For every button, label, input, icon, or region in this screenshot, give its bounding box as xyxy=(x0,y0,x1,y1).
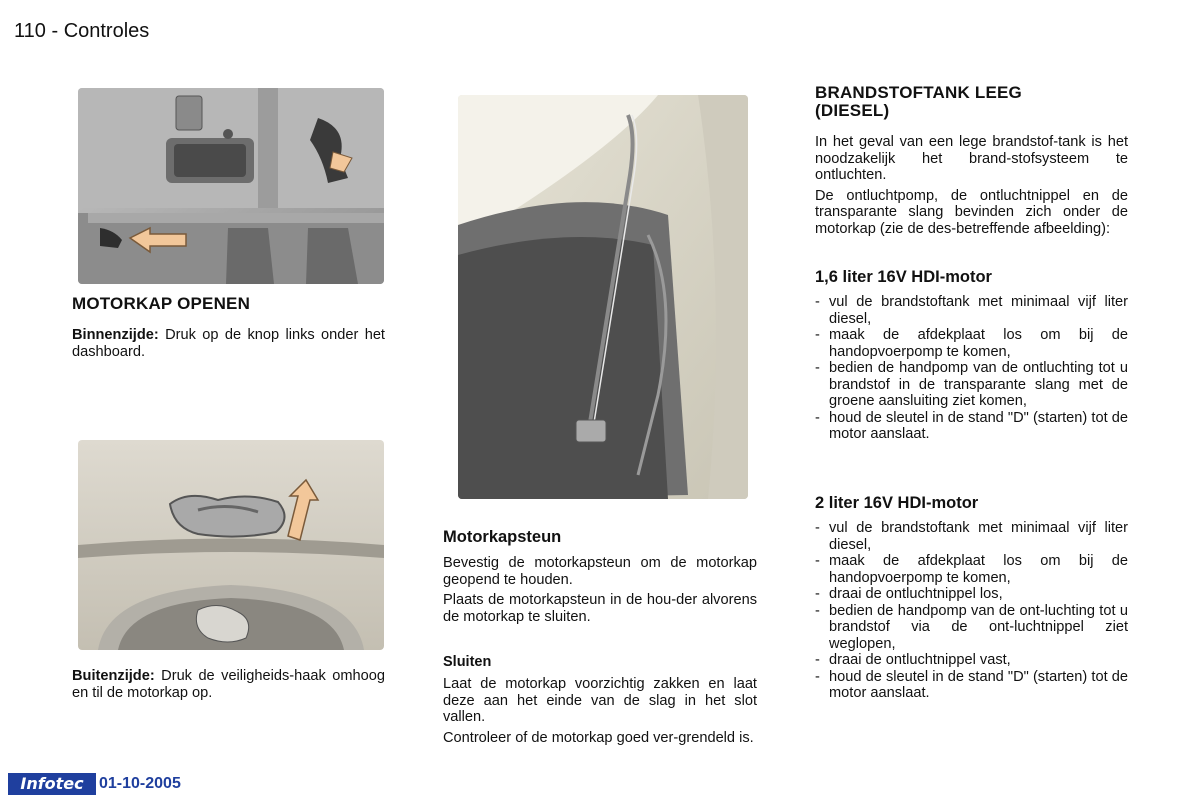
hood-open-title: MOTORKAP OPENEN xyxy=(72,294,251,313)
list-item: - vul de brandstoftank met minimaal vijf liter diesel, xyxy=(815,520,1128,553)
list-item: - bedien de handpomp van de ontluchting tot u brandstof in de transparante slang met de groene aansluiting ziet komen, xyxy=(815,360,1128,410)
page-number: 110 xyxy=(14,20,46,42)
grille-safety-catch-illustration xyxy=(78,440,384,650)
inside-instruction xyxy=(72,327,385,360)
infotec-logo: Infotec xyxy=(8,773,96,795)
outside-label: Buitenzijde: xyxy=(72,668,155,684)
engine1-title: 1,6 liter 16V HDI-motor xyxy=(815,268,992,286)
outside-text: Druk de veiligheids-haak omhoog en til de motorkap op. xyxy=(72,668,385,701)
list-item: - bedien de handpomp van de ont-luchting tot u brandstof via de ont-luchtnippel ziet weglopen, xyxy=(815,603,1128,653)
list-item: - houd de sleutel in de stand "D" (starten) tot de motor aanslaat. xyxy=(815,410,1128,443)
close-paragraph-1: Laat de motorkap voorzichtig zakken en laat deze aan het einde van de slag in het slot vallen. xyxy=(443,676,757,725)
engine1-steps xyxy=(815,294,1128,443)
inside-text: Druk op de knop links onder het dashboard. xyxy=(72,327,385,360)
list-item: - maak de afdekplaat los om bij de handopvoerpomp te komen, xyxy=(815,553,1128,586)
list-item: - draai de ontluchtnippel los, xyxy=(815,586,1128,603)
page-header xyxy=(14,20,149,43)
empty-tank-intro xyxy=(815,134,1128,241)
list-item: - houd de sleutel in de stand "D" (starten) tot de motor aanslaat. xyxy=(815,669,1128,702)
inside-label: Binnenzijde: xyxy=(72,327,159,343)
engine2-steps xyxy=(815,520,1128,702)
close-paragraph-2: Controleer of de motorkap goed ver-grendeld is. xyxy=(443,729,754,746)
empty-tank-title-line2: (DIESEL) xyxy=(815,101,890,120)
hood-support-rod-illustration xyxy=(458,95,748,499)
list-item: - maak de afdekplaat los om bij de handopvoerpomp te komen, xyxy=(815,327,1128,360)
empty-tank-title xyxy=(815,84,1022,120)
outside-instruction xyxy=(72,668,385,701)
empty-tank-title-line1: BRANDSTOFTANK LEEG xyxy=(815,83,1022,102)
section-title: Controles xyxy=(63,20,150,42)
support-section xyxy=(443,555,757,629)
support-paragraph-2: Plaats de motorkapsteun in de hou-der alvorens de motorkap te sluiten. xyxy=(443,592,757,625)
header-separator: - xyxy=(51,20,59,42)
close-section xyxy=(443,676,757,750)
intro-paragraph-2: De ontluchtpomp, de ontluchtnippel en de transparante slang bevinden zich onder de motorkap (zie de des-betreffende afbeelding): xyxy=(815,187,1128,237)
close-title: Sluiten xyxy=(443,654,492,670)
support-title: Motorkapsteun xyxy=(443,528,562,546)
dashboard-release-lever-illustration xyxy=(78,88,384,284)
engine2-title: 2 liter 16V HDI-motor xyxy=(815,494,979,512)
list-item: - draai de ontluchtnippel vast, xyxy=(815,652,1128,669)
support-paragraph-1: Bevestig de motorkapsteun om de motorkap geopend te houden. xyxy=(443,555,757,588)
intro-paragraph-1: In het geval van een lege brandstof-tank is het noodzakelijk het brand-stofsysteem te ontluchten. xyxy=(815,134,1128,183)
list-item: - vul de brandstoftank met minimaal vijf liter diesel, xyxy=(815,294,1128,327)
footer-date: 01-10-2005 xyxy=(99,775,181,792)
